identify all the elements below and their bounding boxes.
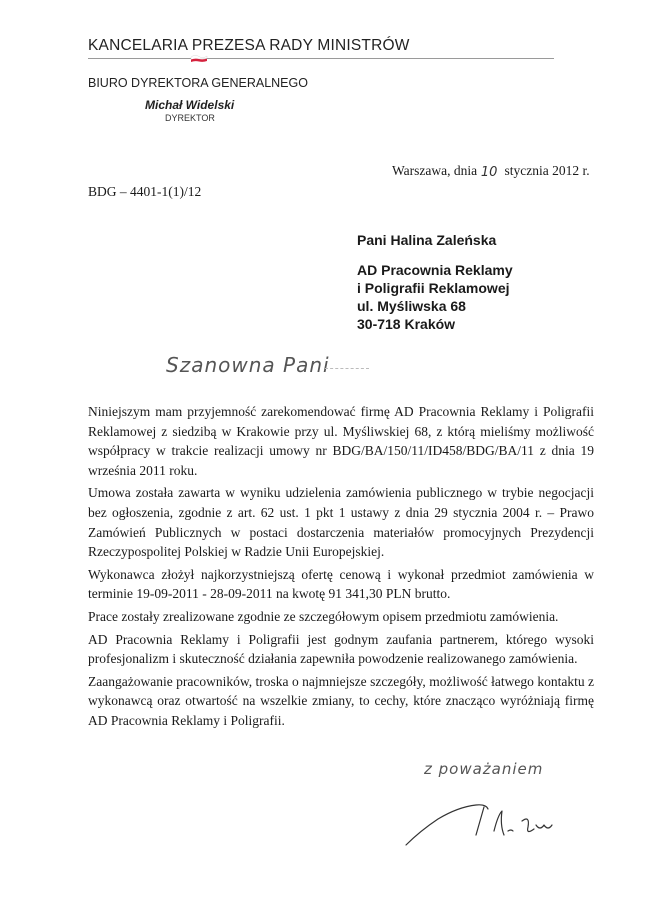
place-date-prefix: Warszawa, dnia (392, 163, 478, 178)
address-line: 30-718 Kraków (357, 316, 456, 332)
handwritten-salutation: Szanowna Pani (166, 353, 330, 377)
address-line: ul. Myśliwska 68 (357, 298, 466, 314)
recipient-block (357, 231, 513, 333)
body-paragraph: Zaangażowanie pracowników, troska o najmniejsze szczegóły, możliwość łatwego kontaktu z wykonawcą oraz otwartość na wszelkie zmiany, to cechy, które znacząco wyróżniają firmę AD Pracownia Reklamy i Poligrafii. (88, 673, 594, 728)
reference-number: BDG – 4401-1(1)/12 (88, 184, 202, 199)
header-divider (88, 58, 554, 59)
address-line: AD Pracownia Reklamy (357, 262, 513, 278)
recipient-name: Pani Halina Zaleńska (357, 232, 497, 248)
address-line: i Poligrafii Reklamowej (357, 280, 510, 296)
letterhead (0, 0, 650, 140)
body-paragraph: Niniejszym mam przyjemność zarekomendować firmę AD Pracownia Reklamy i Poligrafii Reklamowej z siedzibą w Krakowie przy ul. Myśliwskiej 68, z którą mieliśmy możliwość współpracy w trakcie realizacji umowy nr BDG/BA/150/11/ID458/BDG/BA/11 z dnia 19 września 2011 roku. (88, 404, 594, 478)
body-paragraph: Umowa została zawarta w wyniku udzielenia zamówienia publicznego w trybie negocjacji bez ogłoszenia, zgodnie z art. 62 ust. 1 pkt 1 ustawy z dnia 29 stycznia 2004 r. – Prawo Zamówień Publicznych w postaci dostarczenia materiałów promocyjnych Prezydencji Rzeczypospolitej Polskiej w Radzie Unii Europejskiej. (88, 485, 594, 560)
director-name: Michał Widelski (145, 98, 235, 112)
place-date (392, 163, 590, 179)
recipient-address (357, 261, 513, 333)
department-name: BIURO DYREKTORA GENERALNEGO (88, 76, 308, 90)
polish-flag-icon (190, 54, 208, 64)
letter-body (88, 402, 594, 731)
place-date-suffix: stycznia 2012 r. (504, 163, 590, 178)
body-paragraph: Prace zostały zrealizowane zgodnie ze szczegółowym opisem przedmiotu zamówienia. (88, 608, 559, 624)
organization-name: KANCELARIA PREZESA RADY MINISTRÓW (88, 37, 410, 54)
handwritten-closing: z poważaniem (424, 760, 544, 778)
handwritten-signature (398, 785, 578, 855)
handwritten-day: 10 (480, 165, 498, 180)
body-paragraph: Wykonawca złożył najkorzystniejszą ofertę cenową i wykonał przedmiot zamówienia w terminie 19-09-2011 - 28-09-2011 na kwotę 91 341,30 PLN brutto. (88, 566, 594, 602)
salutation-dashes (325, 368, 369, 370)
body-paragraph: AD Pracownia Reklamy i Poligrafii jest godnym zaufania partnerem, którego wysoki profesjonalizm i skuteczność działania zapewniła powodzenie realizowanego zamówienia. (88, 631, 594, 667)
director-title: DYREKTOR (165, 113, 215, 123)
